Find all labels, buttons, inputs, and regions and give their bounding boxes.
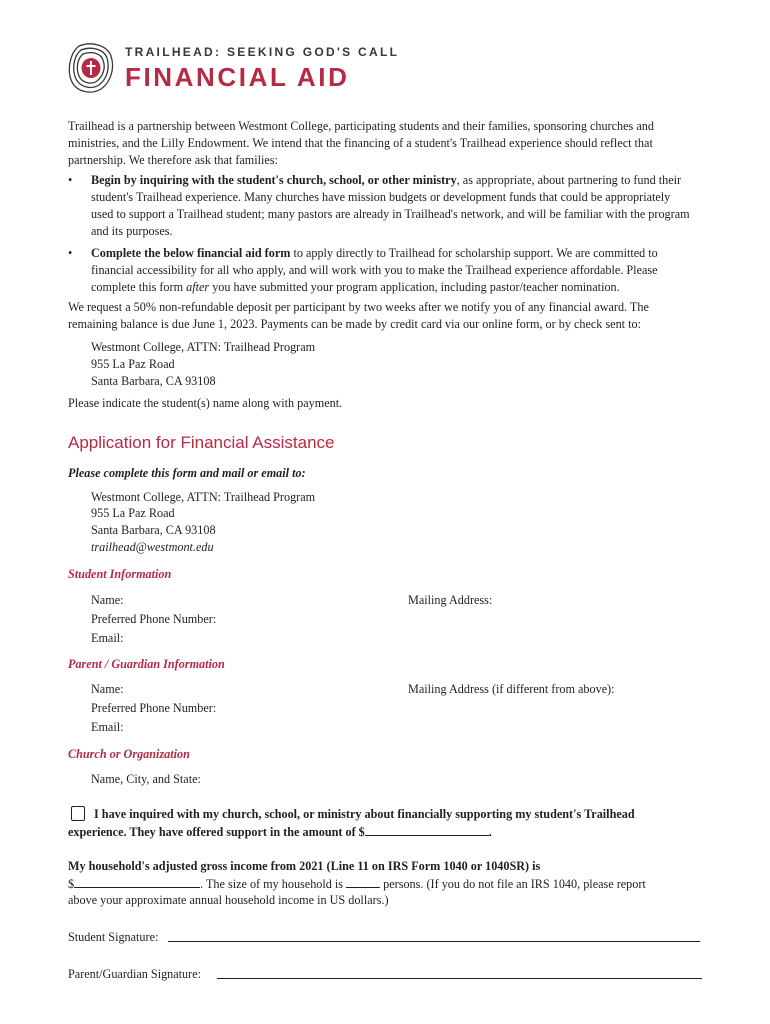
address-line: Santa Barbara, CA 93108 bbox=[91, 374, 216, 388]
student-phone-label: Preferred Phone Number: bbox=[91, 612, 217, 626]
church-name-label: Name, City, and State: bbox=[91, 772, 201, 786]
bullet-text bbox=[91, 172, 691, 240]
bullet-bold: Complete the below financial aid form bbox=[91, 246, 291, 260]
support-amount-field[interactable] bbox=[365, 824, 489, 836]
household-size-field[interactable] bbox=[346, 876, 380, 888]
bullet-dot: • bbox=[68, 246, 73, 260]
bullet-bold: Begin by inquiring with the student's church, school, or other ministry bbox=[91, 173, 457, 187]
bullet-body-end: you have submitted your program application, including pastor/teacher nomination. bbox=[209, 280, 620, 294]
application-instruction: Please complete this form and mail or email to: bbox=[68, 466, 306, 480]
student-mailing-label: Mailing Address: bbox=[408, 593, 493, 607]
income-amount-line bbox=[68, 876, 646, 892]
parent-mailing-label: Mailing Address (if different from above): bbox=[408, 682, 615, 696]
income-statement: My household's adjusted gross income from 2021 (Line 11 on IRS Form 1040 or 1040SR) is bbox=[68, 859, 541, 873]
income-note: above your approximate annual household income in US dollars.) bbox=[68, 893, 389, 907]
persons-text: persons. (If you do not file an IRS 1040, please report bbox=[383, 877, 646, 891]
parent-email-label: Email: bbox=[91, 720, 124, 734]
bullet-body: , as appropriate, about partnering to fund their student's Trailhead experience. Many churches have mission budgets or development funds that could be appropriately used to support a Trailhead student; many pastors are already in Trailhead's network, and will be familiar with the program and its purposes. bbox=[91, 173, 690, 238]
student-info-heading: Student Information bbox=[68, 567, 172, 581]
intro-paragraph: Trailhead is a partnership between Westmont College, participating students and their families, sponsoring churches and ministries, and the Lilly Endowment. We intend that the financing of a student's Trailhead experience should reflect that partnership. We therefore ask that families: bbox=[68, 119, 654, 167]
household-size-text: . The size of my household is bbox=[200, 877, 344, 891]
inquiry-amount-text: experience. They have offered support in the amount of $ bbox=[68, 825, 365, 839]
parent-signature-label: Parent/Guardian Signature: bbox=[68, 967, 202, 981]
page-header bbox=[67, 42, 707, 98]
application-address-line: 955 La Paz Road bbox=[91, 506, 175, 520]
application-address-line: Westmont College, ATTN: Trailhead Program bbox=[91, 490, 316, 504]
address-line: Westmont College, ATTN: Trailhead Program bbox=[91, 340, 316, 354]
inquiry-amount-line bbox=[68, 824, 492, 840]
address-line: 955 La Paz Road bbox=[91, 357, 175, 371]
bullet-body: to apply directly to Trailhead for scholarship support. We are committed to financial accessibility for all who apply, and will work with you to make the Trailhead experience affordable. Please complete this form bbox=[91, 246, 658, 294]
trailhead-logo-icon bbox=[67, 42, 115, 96]
parent-info-heading: Parent / Guardian Information bbox=[68, 657, 225, 671]
parent-name-label: Name: bbox=[91, 682, 124, 696]
application-heading: Application for Financial Assistance bbox=[68, 433, 335, 452]
deposit-paragraph: We request a 50% non-refundable deposit per participant by two weeks after we notify you of any financial award. The remaining balance is due June 1, 2023. Payments can be made by credit card via our online form, or by check sent to: bbox=[68, 300, 649, 331]
parent-phone-label: Preferred Phone Number: bbox=[91, 701, 217, 715]
income-amount-field[interactable] bbox=[74, 876, 200, 888]
student-signature-label: Student Signature: bbox=[68, 930, 159, 944]
bullet-text bbox=[91, 245, 691, 296]
church-support-checkbox[interactable] bbox=[71, 806, 85, 821]
student-email-label: Email: bbox=[91, 631, 124, 645]
application-email: trailhead@westmont.edu bbox=[91, 540, 214, 554]
program-kicker: TRAILHEAD: SEEKING GOD'S CALL bbox=[125, 45, 400, 59]
inquiry-statement: I have inquired with my church, school, or ministry about financially supporting my student's Trailhead bbox=[94, 807, 635, 821]
student-name-label: Name: bbox=[91, 593, 124, 607]
student-signature-line[interactable] bbox=[168, 941, 700, 942]
inquiry-period: . bbox=[488, 825, 492, 839]
parent-signature-line[interactable] bbox=[217, 978, 702, 979]
bullet-italic: after bbox=[186, 280, 210, 294]
church-heading: Church or Organization bbox=[68, 747, 190, 761]
application-address-line: Santa Barbara, CA 93108 bbox=[91, 523, 216, 537]
income-dollar-sign: $ bbox=[68, 877, 75, 891]
payment-note: Please indicate the student(s) name along with payment. bbox=[68, 396, 343, 410]
bullet-dot: • bbox=[68, 173, 73, 187]
page-title: FINANCIAL AID bbox=[125, 62, 350, 92]
